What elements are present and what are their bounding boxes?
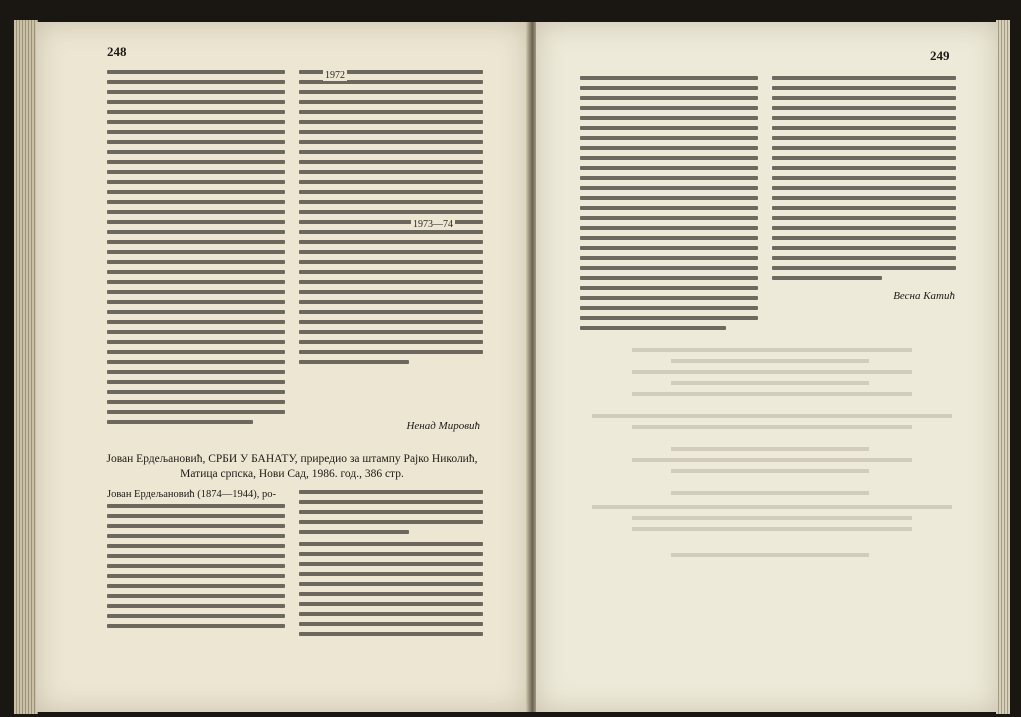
book-heading <box>100 452 484 482</box>
review-two-column-one <box>107 504 285 634</box>
review-one-column-one <box>107 70 285 430</box>
review-one-column-two <box>299 70 483 370</box>
signature-review-two: Весна Катић <box>893 290 955 302</box>
page-number-right: 249 <box>930 48 950 63</box>
right-page-edges <box>996 20 1010 714</box>
review-two-column-four <box>772 76 956 286</box>
years-1973-74: 1973—74 <box>413 219 453 230</box>
book-heading-line-two: Матица српска, Нови Сад, 1986. год., 386 стр. <box>180 468 404 480</box>
year-1972: 1972 <box>325 70 345 81</box>
review-two-column-three <box>580 76 758 336</box>
left-page-edges <box>14 20 38 714</box>
book-heading-line-one: Јован Ердељановић, СРБИ У БАНАТУ, приредио за штампу Рајко Николић, <box>106 453 478 465</box>
review-two-column-two <box>299 490 483 642</box>
signature-review-one: Ненад Мировић <box>406 420 480 432</box>
faded-show-through-text <box>592 348 952 564</box>
page-number-left: 248 <box>107 44 127 59</box>
review-two-opening: Јован Ердељановић (1874—1944), ро- <box>107 489 276 500</box>
